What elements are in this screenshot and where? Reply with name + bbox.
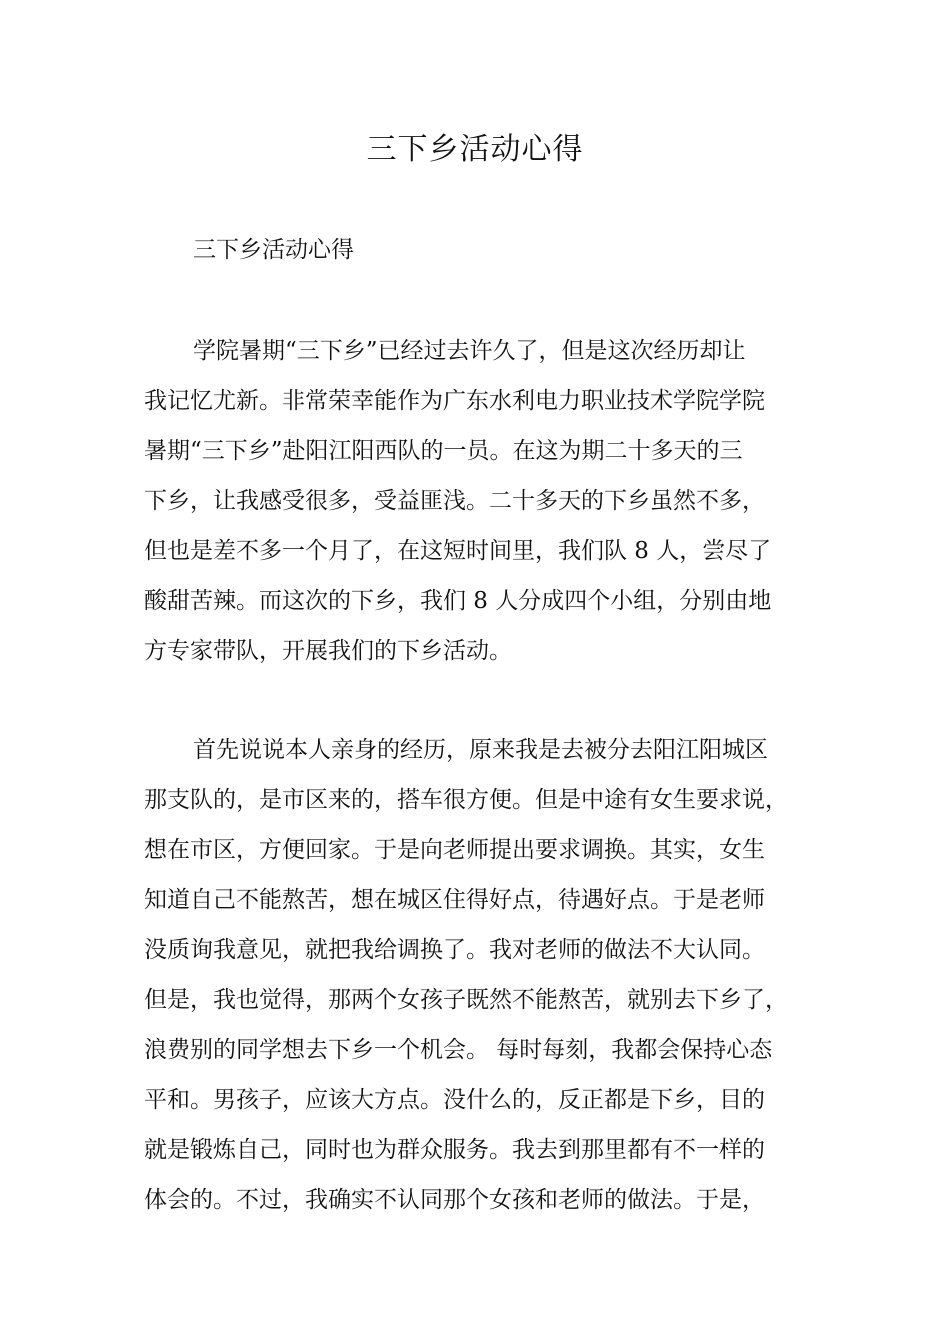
paragraph-line: 但也是差不多一个月了，在这短时间里，我们队 8 人，尝尽了: [144, 538, 772, 564]
paragraph-1: [144, 326, 808, 676]
paragraph-line: 平和。男孩子，应该大方点。没什么的，反正都是下乡，目的: [144, 1087, 765, 1113]
paragraph-line: 知道自己不能熬苦，想在城区住得好点，待遇好点。于是老师: [144, 887, 765, 913]
paragraph-line: 暑期“三下乡”赴阳江阳西队的一员。在这为期二十多天的三: [144, 438, 743, 464]
paragraph-line: 浪费别的同学想去下乡一个机会。 每时每刻，我都会保持心态: [144, 1037, 773, 1063]
paragraph-line: 首先说说本人亲身的经历，原来我是去被分去阳江阳城区: [193, 737, 768, 763]
document-title: 三下乡活动心得: [366, 132, 584, 167]
paragraph-line: 就是锻炼自己，同时也为群众服务。我去到那里都有不一样的: [144, 1137, 765, 1163]
paragraph-line: 但是，我也觉得，那两个女孩子既然不能熬苦，就别去下乡了，: [144, 987, 788, 1013]
paragraph-line: 我记忆尤新。非常荣幸能作为广东水利电力职业技术学院学院: [144, 388, 765, 414]
paragraph-line: 体会的。不过，我确实不认同那个女孩和老师的做法。于是，: [144, 1187, 765, 1213]
paragraph-line: 学院暑期“三下乡”已经过去许久了，但是这次经历却让: [193, 338, 746, 364]
paragraph-line: 想在市区，方便回家。于是向老师提出要求调换。其实，女生: [144, 837, 765, 863]
document-subtitle: 三下乡活动心得: [193, 237, 354, 263]
paragraph-2: [144, 725, 808, 1225]
paragraph-line: 下乡，让我感受很多，受益匪浅。二十多天的下乡虽然不多，: [144, 488, 765, 514]
paragraph-line: 那支队的，是市区来的，搭车很方便。但是中途有女生要求说，: [144, 787, 788, 813]
paragraph-line: 方专家带队，开展我们的下乡活动。: [144, 638, 512, 664]
paragraph-line: 没质询我意见，就把我给调换了。我对老师的做法不大认同。: [144, 937, 765, 963]
paragraph-line: 酸甜苦辣。而这次的下乡，我们 8 人分成四个小组，分别由地: [144, 588, 772, 614]
